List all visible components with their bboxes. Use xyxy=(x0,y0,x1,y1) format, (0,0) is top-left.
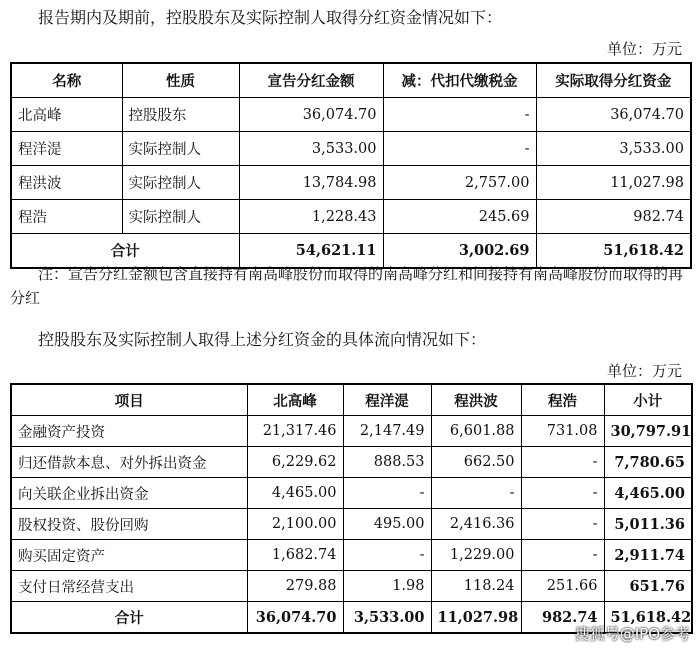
cell-value: 118.24 xyxy=(431,571,521,602)
cell-item: 购买固定资产 xyxy=(11,540,247,571)
cell-value: - xyxy=(383,132,536,166)
cell-value: - xyxy=(521,509,604,540)
fund-flow-table xyxy=(10,383,693,634)
intro-paragraph-1: 报告期内及期前，控股股东及实际控制人取得分红资金情况如下： xyxy=(38,8,503,27)
table-row xyxy=(11,200,691,234)
cell-value: 888.53 xyxy=(343,447,431,478)
cell-value: - xyxy=(521,478,604,509)
cell-value: 1,682.74 xyxy=(247,540,343,571)
cell-value: 36,074.70 xyxy=(239,98,383,132)
cell-nature: 实际控制人 xyxy=(122,166,239,200)
header-chengyangshi: 程洋湜 xyxy=(343,384,431,416)
cell-value: 495.00 xyxy=(343,509,431,540)
cell-item: 金融资产投资 xyxy=(11,416,247,447)
total-value: 3,002.69 xyxy=(383,234,536,269)
cell-value: 982.74 xyxy=(536,200,691,234)
table-row xyxy=(11,509,692,540)
table-row xyxy=(11,571,692,602)
cell-value: 251.66 xyxy=(521,571,604,602)
table-row xyxy=(11,132,691,166)
cell-name: 程洋湜 xyxy=(11,132,122,166)
header-nature: 性质 xyxy=(122,63,239,98)
total-label: 合计 xyxy=(11,234,239,269)
total-value: 54,621.11 xyxy=(239,234,383,269)
cell-subtotal: 5,011.36 xyxy=(604,509,692,540)
header-tax-withheld: 减：代扣代缴税金 xyxy=(383,63,536,98)
total-value: 982.74 xyxy=(521,602,604,634)
total-value: 51,618.42 xyxy=(604,602,692,634)
table-row xyxy=(11,416,692,447)
cell-value: - xyxy=(343,478,431,509)
total-value: 3,533.00 xyxy=(343,602,431,634)
table-row xyxy=(11,166,691,200)
cell-value: 6,229.62 xyxy=(247,447,343,478)
unit-label-2: 单位：万元 xyxy=(606,362,682,380)
header-name: 名称 xyxy=(11,63,122,98)
header-declared-dividend: 宣告分红金额 xyxy=(239,63,383,98)
cell-subtotal: 651.76 xyxy=(604,571,692,602)
cell-value: - xyxy=(521,540,604,571)
total-value: 11,027.98 xyxy=(431,602,521,634)
unit-label-1: 单位：万元 xyxy=(606,40,682,58)
cell-item: 支付日常经营支出 xyxy=(11,571,247,602)
cell-value: 36,074.70 xyxy=(536,98,691,132)
table-note: 注：宣告分红金额包含直接持有南高峰股份而取得的南高峰分红和间接持有南高峰股份而取得的再分红 xyxy=(10,265,684,307)
header-chenghongbo: 程洪波 xyxy=(431,384,521,416)
cell-nature: 控股股东 xyxy=(122,98,239,132)
cell-item: 归还借款本息、对外拆出资金 xyxy=(11,447,247,478)
header-subtotal: 小计 xyxy=(604,384,692,416)
header-chenghao: 程浩 xyxy=(521,384,604,416)
cell-nature: 实际控制人 xyxy=(122,200,239,234)
cell-item: 向关联企业拆出资金 xyxy=(11,478,247,509)
cell-value: 21,317.46 xyxy=(247,416,343,447)
total-value: 51,618.42 xyxy=(536,234,691,269)
header-beigaofeng: 北高峰 xyxy=(247,384,343,416)
cell-value: 6,601.88 xyxy=(431,416,521,447)
cell-value: 2,100.00 xyxy=(247,509,343,540)
cell-value: 3,533.00 xyxy=(536,132,691,166)
cell-value: - xyxy=(383,98,536,132)
cell-value: 11,027.98 xyxy=(536,166,691,200)
cell-value: 13,784.98 xyxy=(239,166,383,200)
cell-value: 2,757.00 xyxy=(383,166,536,200)
cell-value: 662.50 xyxy=(431,447,521,478)
table-row xyxy=(11,540,692,571)
cell-value: - xyxy=(431,478,521,509)
cell-item: 股权投资、股份回购 xyxy=(11,509,247,540)
cell-value: 1,228.43 xyxy=(239,200,383,234)
cell-value: 279.88 xyxy=(247,571,343,602)
table-row xyxy=(11,447,692,478)
total-label: 合计 xyxy=(11,602,247,634)
cell-subtotal: 4,465.00 xyxy=(604,478,692,509)
table-header-row xyxy=(11,63,691,98)
cell-nature: 实际控制人 xyxy=(122,132,239,166)
header-actual-dividend: 实际取得分红资金 xyxy=(536,63,691,98)
table-row xyxy=(11,98,691,132)
cell-name: 程洪波 xyxy=(11,166,122,200)
cell-name: 北高峰 xyxy=(11,98,122,132)
cell-value: 245.69 xyxy=(383,200,536,234)
cell-value: - xyxy=(343,540,431,571)
source-watermark: 搜狐号@IPO参考 xyxy=(574,625,690,643)
table-header-row xyxy=(11,384,692,416)
total-value: 36,074.70 xyxy=(247,602,343,634)
cell-subtotal: 7,780.65 xyxy=(604,447,692,478)
table-row xyxy=(11,478,692,509)
intro-paragraph-2: 控股股东及实际控制人取得上述分红资金的具体流向情况如下： xyxy=(38,330,487,349)
cell-subtotal: 2,911.74 xyxy=(604,540,692,571)
cell-value: 2,147.49 xyxy=(343,416,431,447)
cell-value: 4,465.00 xyxy=(247,478,343,509)
cell-name: 程浩 xyxy=(11,200,122,234)
cell-value: 1.98 xyxy=(343,571,431,602)
dividend-receipt-table xyxy=(10,62,692,269)
cell-value: 2,416.36 xyxy=(431,509,521,540)
header-item: 项目 xyxy=(11,384,247,416)
cell-value: 1,229.00 xyxy=(431,540,521,571)
cell-value: 731.08 xyxy=(521,416,604,447)
cell-subtotal: 30,797.91 xyxy=(604,416,692,447)
cell-value: 3,533.00 xyxy=(239,132,383,166)
cell-value: - xyxy=(521,447,604,478)
